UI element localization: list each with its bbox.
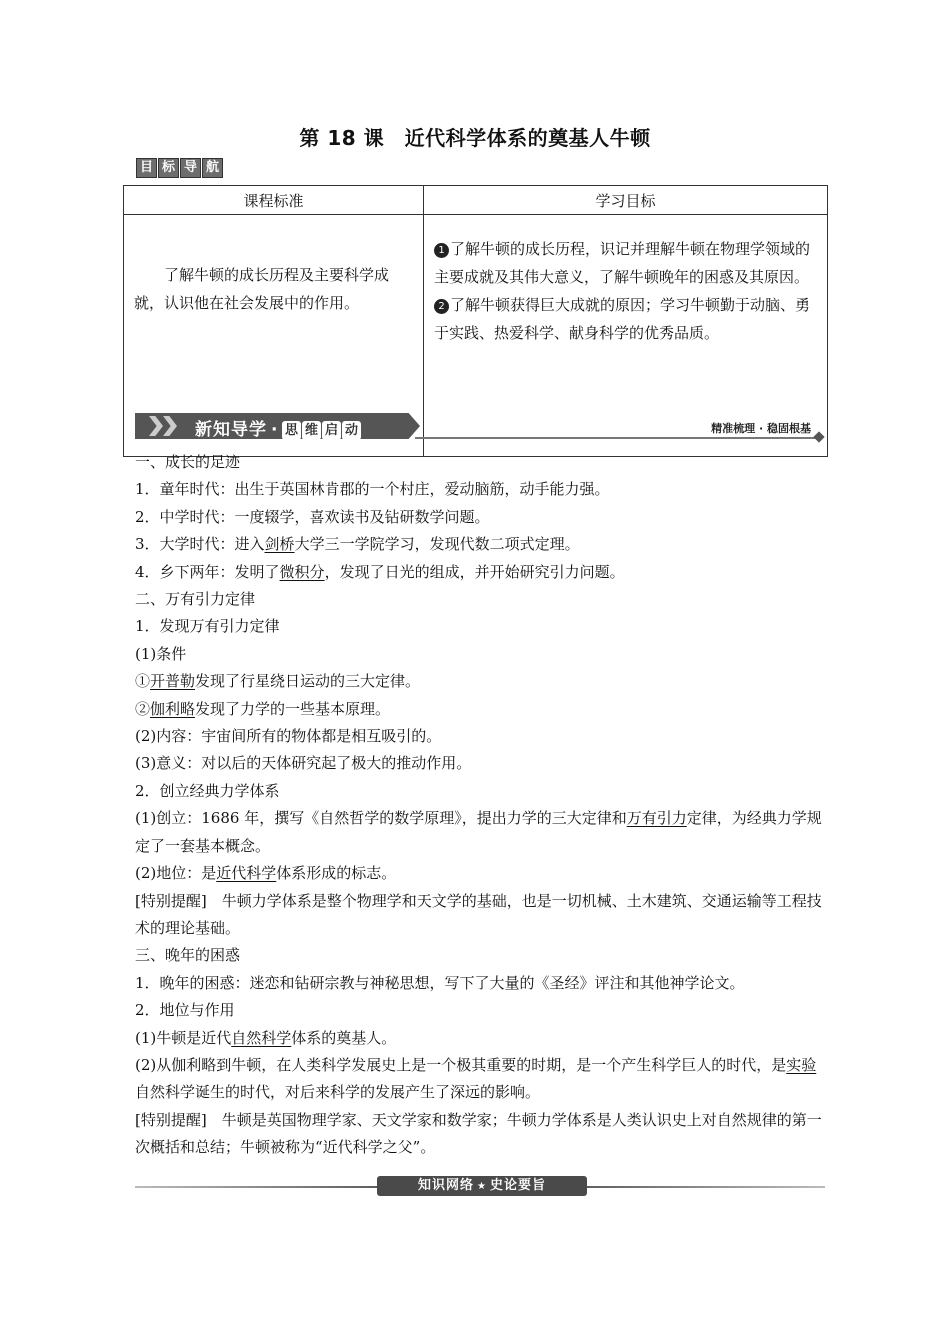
text: 体系形成的标志。: [276, 864, 397, 883]
text: 大学三一学院学习，发现代数二项式定理。: [294, 535, 580, 554]
key-term: 实验: [786, 1055, 817, 1074]
text: 发现了行星绕日运动的三大定律。: [195, 672, 421, 691]
paragraph: 2．地位与作用: [135, 1001, 235, 1020]
paragraph: [135, 805, 825, 860]
paragraph: [135, 531, 825, 558]
badge-char: 航: [202, 158, 223, 178]
number-circle-icon: 2: [434, 299, 449, 314]
text: (2)地位：是: [135, 864, 217, 883]
key-term: 自然科学: [231, 1028, 292, 1047]
text: 体系的奠基人。: [291, 1028, 397, 1047]
section-heading: 二、万有引力定律: [135, 590, 256, 609]
knowledge-network-banner: [135, 1176, 825, 1198]
paragraph: [135, 1025, 825, 1052]
key-term: 开普勒: [150, 672, 196, 691]
banner-line: [415, 437, 820, 439]
objective-text: 了解牛顿获得巨大成就的原因；学习牛顿勤于动脑、勇于实践、热爱科学、献身科学的优秀品质。: [434, 296, 811, 342]
banner-dot: ·: [271, 420, 279, 440]
main-content: [135, 449, 825, 1162]
key-term: 微积分: [279, 562, 325, 581]
key-term: 伽利略: [150, 699, 196, 718]
special-tip: [特别提醒] 牛顿是英国物理学家、天文学家和数学家；牛顿力学体系是人类认识史上对自然规律的第一次概括和总结；牛顿被称为“近代科学之父”。: [135, 1110, 822, 1157]
banner-char: 维: [302, 421, 321, 440]
paragraph: (3)意义：对以后的天体研究起了极大的推动作用。: [135, 754, 472, 773]
text: (1)创立：1686 年，撰写《自然哲学的数学原理》，提出力学的三大定律和: [135, 809, 627, 828]
key-term: 近代科学: [216, 864, 277, 883]
footer-left-text: 知识网络: [418, 1178, 475, 1193]
text: 自然科学诞生的时代，对后来科学的发展产生了深远的影响。: [135, 1083, 541, 1102]
footer-label: [377, 1176, 587, 1196]
banner-title: [195, 415, 362, 440]
paragraph: 1．晚年的困惑：迷恋和钻研宗教与神秘思想，写下了大量的《圣经》评注和其他神学论文。: [135, 973, 745, 992]
paragraph: (2)内容：宇宙间所有的物体都是相互吸引的。: [135, 727, 442, 746]
banner-char: 思: [282, 421, 301, 440]
paragraph: (1)条件: [135, 644, 187, 663]
special-tip: [特别提醒] 牛顿力学体系是整个物理学和天文学的基础，也是一切机械、土木建筑、交通运输等工程技术的理论基础。: [135, 891, 822, 937]
objective-item: [434, 291, 819, 347]
banner-char: 启: [322, 421, 341, 440]
objective-item: [434, 235, 819, 291]
banner-right-text: 精准梳理 · 稳固根基: [711, 422, 811, 435]
objective-text: 了解牛顿的成长历程，识记并理解牛顿在物理学领域的主要成就及其伟大意义，了解牛顿晚年的困惑及其原因。: [434, 240, 811, 286]
number-circle-icon: 1: [434, 243, 449, 258]
standard-cell: 了解牛顿的成长历程及主要科学成就，认识他在社会发展中的作用。: [124, 215, 424, 457]
star-icon: ★: [477, 1181, 487, 1192]
header-objectives: 学习目标: [424, 186, 828, 215]
banner-char: 动: [342, 421, 361, 440]
text: (2)从伽利略到牛顿，在人类科学发展史上是一个极其重要的时期，是一个产生科学巨人的时代，是: [135, 1055, 787, 1074]
text: 定律，为经典力学规定了一套基本概念。: [135, 809, 822, 855]
diamond-icon: [813, 431, 824, 442]
section-banner: [135, 413, 825, 443]
text: 发现了力学的一些基本原理。: [195, 699, 391, 718]
text: ①: [135, 672, 151, 691]
paragraph: [135, 860, 825, 887]
paragraph: [135, 696, 825, 723]
section-heading: 一、成长的足迹: [135, 453, 241, 471]
text: 4．乡下两年：发明了: [135, 562, 280, 581]
paragraph: 2．创立经典力学体系: [135, 781, 280, 800]
key-term: 剑桥: [264, 535, 295, 554]
page-title: 第 18 课 近代科学体系的奠基人牛顿: [299, 126, 651, 150]
banner-left-text: 新知导学: [195, 420, 267, 440]
text: (1)牛顿是近代: [135, 1028, 232, 1047]
footer-right-text: 史论要旨: [489, 1178, 546, 1193]
paragraph: 2．中学时代：一度辍学，喜欢读书及钻研数学问题。: [135, 507, 490, 526]
paragraph: [135, 559, 825, 586]
badge-char: 标: [158, 158, 179, 178]
section-heading: 三、晚年的困惑: [135, 946, 241, 965]
text: 3．大学时代：进入: [135, 535, 265, 554]
badge-char: 导: [180, 158, 201, 178]
paragraph: 1．发现万有引力定律: [135, 617, 280, 636]
header-standard: 课程标准: [124, 186, 424, 215]
paragraph: 1．童年时代：出生于英国林肯郡的一个村庄，爱动脑筋，动手能力强。: [135, 480, 610, 499]
text: ，发现了日光的组成，并开始研究引力问题。: [324, 562, 625, 581]
paragraph: [135, 668, 825, 695]
text: ②: [135, 699, 151, 718]
key-term: 万有引力: [626, 809, 687, 828]
goal-nav-badge: [136, 158, 223, 178]
paragraph: [135, 1052, 825, 1107]
badge-char: 目: [136, 158, 157, 178]
